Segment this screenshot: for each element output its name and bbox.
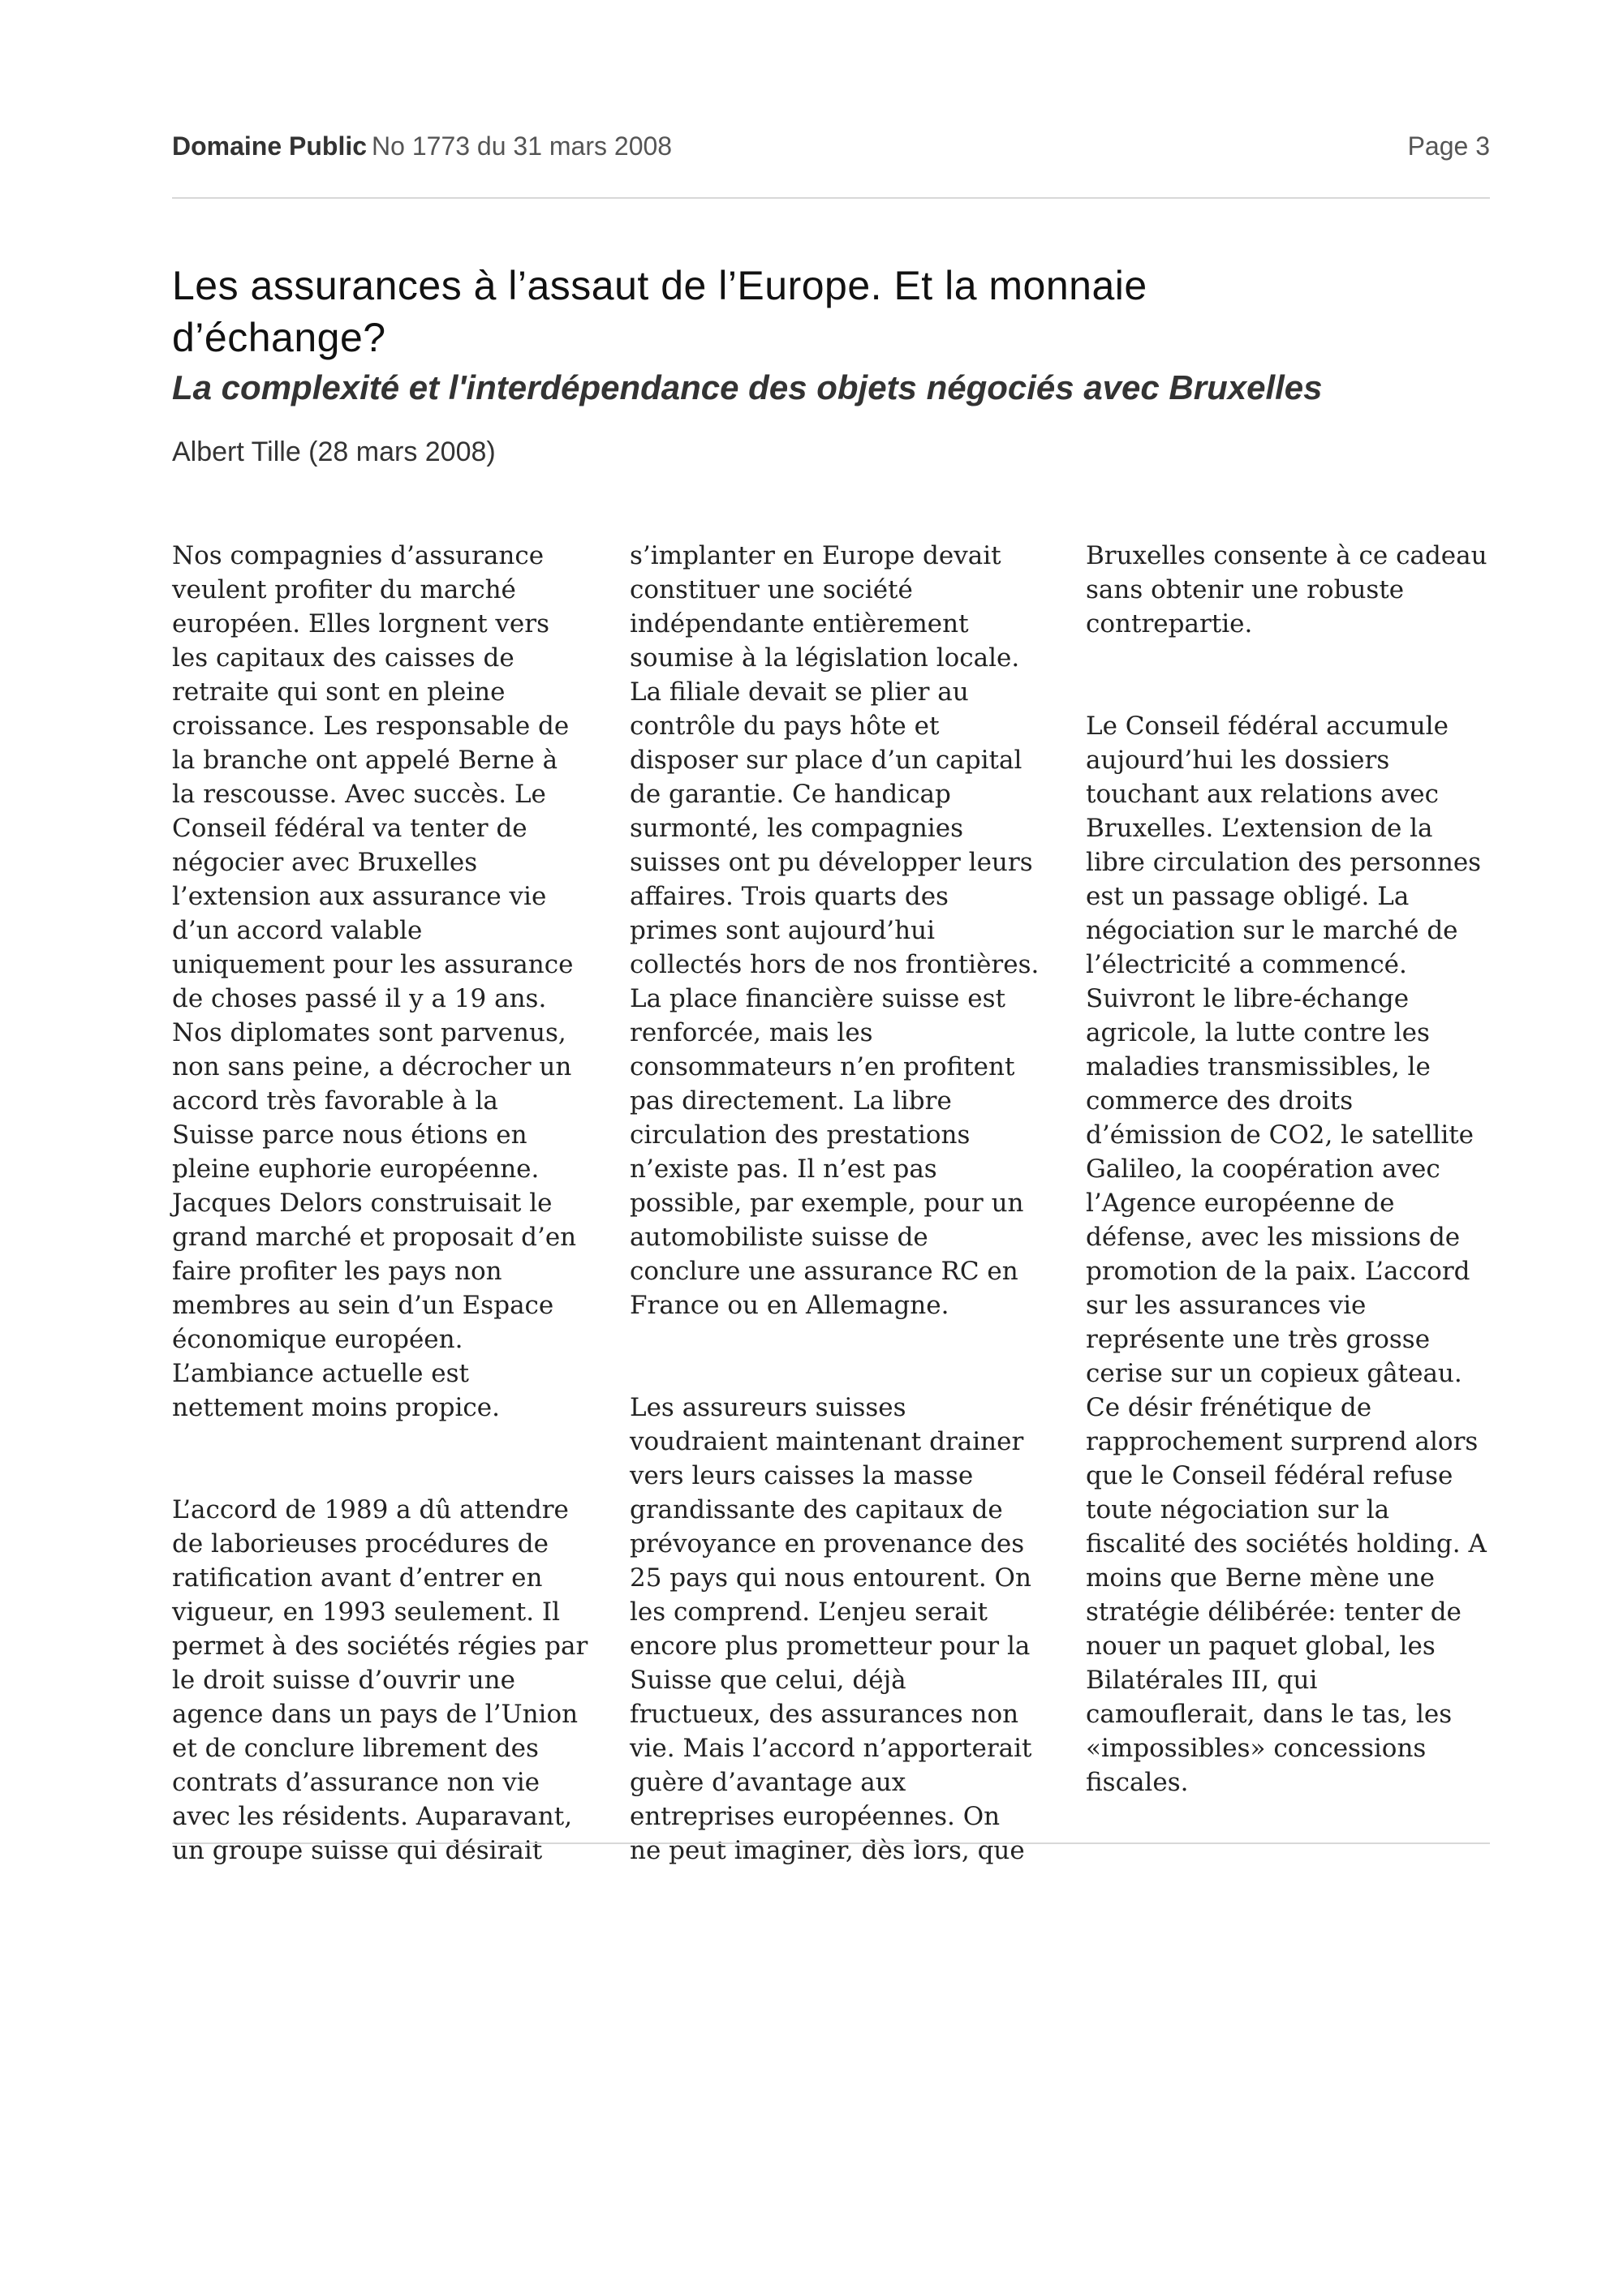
article-title: Les assurances à l’assaut de l’Europe. Et la monnaie d’échange?: [172, 263, 1147, 360]
paragraph: Le Conseil fédéral accumule aujourd’hui les dossiers touchant aux relations avec Bruxelles. L’extension de la libre circulation des personnes est un passage obligé. La négociation sur le marché de l’électricité a commencé. Suivront le libre-échange agricole, la lutte contre les maladies transmissibles, le commerce des droits d’émission de CO2, le satellite Galileo, la coopération avec l’Agence européenne de défense, avec les missions de promotion de la paix. L’accord sur les assurances vie représente une très grosse cerise sur un copieux gâteau. Ce désir frénétique de rapprochement surprend alors que le Conseil fédéral refuse toute négociation sur la fiscalité des sociétés holding. A moins que Berne mène une stratégie délibérée: tenter de nouer un paquet global, les Bilatérales III, qui camouflerait, dans le tas, les «impossibles» concessions fiscales.: [1086, 712, 1487, 1797]
article-column-2: [630, 505, 1060, 1936]
paragraph: s’implanter en Europe devait constituer une société indépendante entièrement soumise à la législation locale. La filiale devait se plier au contrôle du pays hôte et disposer sur place d’un capital de garantie. Ce handicap surmonté, les compagnies suisses ont pu développer leurs affaires. Trois quarts des primes sont aujourd’hui collectés hors de nos frontières. La place financière suisse est renforcée, mais les consommateurs n’en profitent pas directement. La libre circulation des prestations n’existe pas. Il n’est pas possible, par exemple, pour un automobiliste suisse de conclure une assurance RC en France ou en Allemagne.: [630, 541, 1040, 1320]
paragraph: Les assureurs suisses voudraient maintenant drainer vers leurs caisses la masse grandissante des capitaux de prévoyance en provenance des 25 pays qui nous entourent. On les comprend. L’enjeu serait encore plus prometteur pour la Suisse que celui, déjà fructueux, des assurances non vie. Mais l’accord n’apporterait guère d’avantage aux entreprises européennes. On ne peut imaginer, dès lors, que: [630, 1393, 1032, 1865]
article-column-3: [1086, 505, 1516, 1868]
page-header: [172, 131, 1490, 170]
paragraph: Nos compagnies d’assurance veulent profiter du marché européen. Elles lorgnent vers les capitaux des caisses de retraite qui sont en pleine croissance. Les responsable de la branche ont appelé Berne à la rescousse. Avec succès. Le Conseil fédéral va tenter de négocier avec Bruxelles l’extension aux assurance vie d’un accord valable uniquement pour les assurance de choses passé il y a 19 ans. Nos diplomates sont parvenus, non sans peine, a décrocher un accord très favorable à la Suisse parce nous étions en pleine euphorie européenne. Jacques Delors construisait le grand marché et proposait d’en faire profiter les pays non membres au sein d’un Espace économique européen. L’ambiance actuelle est nettement moins propice.: [172, 541, 577, 1422]
publication-name: Domaine Public: [172, 131, 368, 161]
page-number: Page 3: [1407, 131, 1490, 161]
paragraph: Bruxelles consente à ce cadeau sans obtenir une robuste contrepartie.: [1086, 541, 1487, 638]
header-divider: [172, 197, 1490, 199]
article-subtitle: La complexité et l'interdépendance des objets négociés avec Bruxelles: [172, 368, 1323, 406]
footer-divider: [172, 1842, 1490, 1844]
article-column-1: [172, 505, 602, 1936]
paragraph: L’accord de 1989 a dû attendre de laborieuses procédures de ratification avant d’entrer en vigueur, en 1993 seulement. Il permet à des sociétés régies par le droit suisse d’ouvrir une agence dans un pays de l’Union et de conclure librement des contrats d’assurance non vie avec les résidents. Auparavant, un groupe suisse qui désirait: [172, 1495, 588, 1865]
article-byline: Albert Tille (28 mars 2008): [172, 436, 496, 467]
issue-info: No 1773 du 31 mars 2008: [372, 131, 673, 161]
